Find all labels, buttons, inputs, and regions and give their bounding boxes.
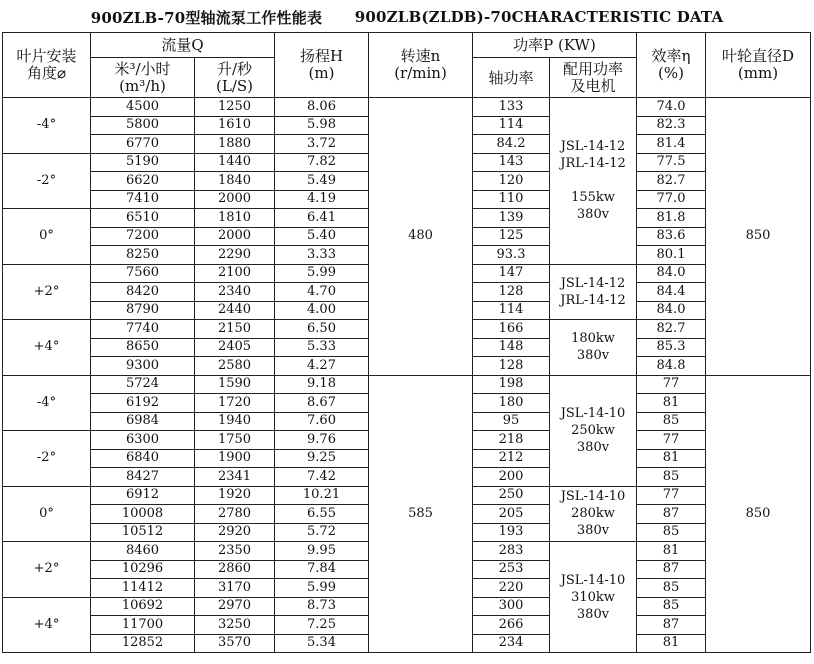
flow-ls-cell: 2405 <box>195 338 275 357</box>
shaft-power-cell: 84.2 <box>473 135 550 154</box>
flow-ls-cell: 2150 <box>195 320 275 339</box>
head-cell: 7.60 <box>275 412 369 431</box>
shaft-power-cell: 234 <box>473 634 550 653</box>
shaft-power-cell: 120 <box>473 172 550 191</box>
flow-m3h-cell: 10296 <box>91 560 195 579</box>
flow-ls-cell: 2340 <box>195 283 275 302</box>
efficiency-cell: 81 <box>637 449 706 468</box>
motor-cell <box>550 542 637 653</box>
shaft-power-cell: 166 <box>473 320 550 339</box>
flow-ls-cell: 1720 <box>195 394 275 413</box>
shaft-power-cell: 114 <box>473 116 550 135</box>
motor-line: JSL-14-10 <box>560 406 626 421</box>
motor-line: JSL-14-12 <box>560 139 626 155</box>
head-cell: 5.98 <box>275 116 369 135</box>
flow-m3h-cell: 11412 <box>91 579 195 598</box>
header-blade-angle: 叶片安装 角度⌀ <box>3 33 91 98</box>
header-efficiency: 效率η (%) <box>637 33 706 98</box>
efficiency-cell: 77 <box>637 486 706 505</box>
header-flow-ls: 升/秒 (L/S) <box>195 58 275 98</box>
header-shaft-power: 轴功率 <box>473 58 550 98</box>
head-cell: 5.72 <box>275 523 369 542</box>
motor-line <box>550 104 636 121</box>
efficiency-cell: 83.6 <box>637 227 706 246</box>
flow-ls-cell: 2290 <box>195 246 275 265</box>
flow-m3h-cell: 5800 <box>91 116 195 135</box>
flow-ls-cell: 1880 <box>195 135 275 154</box>
efficiency-cell: 82.7 <box>637 172 706 191</box>
table-row <box>3 98 811 117</box>
motor-line: 310kw <box>571 589 615 605</box>
efficiency-cell: 82.3 <box>637 116 706 135</box>
head-cell: 5.49 <box>275 172 369 191</box>
head-cell: 7.42 <box>275 468 369 487</box>
flow-ls-cell: 2970 <box>195 597 275 616</box>
flow-m3h-cell: 6770 <box>91 135 195 154</box>
efficiency-cell: 85 <box>637 468 706 487</box>
head-cell: 8.67 <box>275 394 369 413</box>
efficiency-cell: 87 <box>637 616 706 635</box>
shaft-power-cell: 125 <box>473 227 550 246</box>
motor-line: 380v <box>576 523 610 539</box>
shaft-power-cell: 148 <box>473 338 550 357</box>
motor-line: JSL-14-12 <box>560 275 626 291</box>
motor-line: 280kw <box>571 506 615 522</box>
flow-ls-cell: 1920 <box>195 486 275 505</box>
title-en: 900ZLB(ZLDB)-70CHARACTERISTIC DATA <box>354 8 724 26</box>
efficiency-cell: 84.8 <box>637 357 706 376</box>
head-cell: 10.21 <box>275 486 369 505</box>
header-motor: 配用功率 及电机 <box>550 58 637 98</box>
shaft-power-cell: 198 <box>473 375 550 394</box>
flow-m3h-cell: 8427 <box>91 468 195 487</box>
flow-m3h-cell: 6192 <box>91 394 195 413</box>
flow-m3h-cell: 12852 <box>91 634 195 653</box>
shaft-power-cell: 200 <box>473 468 550 487</box>
speed-cell: 585 <box>369 375 473 653</box>
table-row <box>3 375 811 394</box>
flow-ls-cell: 2100 <box>195 264 275 283</box>
header-flow-m3h: 米³/小时 (m³/h) <box>91 58 195 98</box>
flow-ls-cell: 2580 <box>195 357 275 376</box>
efficiency-cell: 85 <box>637 597 706 616</box>
flow-m3h-cell: 10512 <box>91 523 195 542</box>
head-cell: 5.99 <box>275 579 369 598</box>
header-power: 功率P (KW) <box>473 33 637 58</box>
efficiency-cell: 87 <box>637 560 706 579</box>
flow-ls-cell: 3570 <box>195 634 275 653</box>
flow-m3h-cell: 5190 <box>91 153 195 172</box>
flow-ls-cell: 2000 <box>195 227 275 246</box>
flow-ls-cell: 1610 <box>195 116 275 135</box>
head-cell: 3.72 <box>275 135 369 154</box>
impeller-diameter-cell: 850 <box>706 98 811 376</box>
motor-line: JRL-14-12 <box>560 292 626 308</box>
blade-angle-cell: +2° <box>3 542 91 598</box>
head-cell: 7.84 <box>275 560 369 579</box>
efficiency-cell: 82.7 <box>637 320 706 339</box>
flow-m3h-cell: 7560 <box>91 264 195 283</box>
shaft-power-cell: 266 <box>473 616 550 635</box>
head-cell: 4.70 <box>275 283 369 302</box>
blade-angle-cell: -2° <box>3 153 91 209</box>
head-cell: 6.55 <box>275 505 369 524</box>
shaft-power-cell: 218 <box>473 431 550 450</box>
flow-m3h-cell: 7740 <box>91 320 195 339</box>
shaft-power-cell: 128 <box>473 357 550 376</box>
flow-ls-cell: 1440 <box>195 153 275 172</box>
table-body <box>3 98 811 653</box>
efficiency-cell: 85 <box>637 412 706 431</box>
flow-ls-cell: 1590 <box>195 375 275 394</box>
efficiency-cell: 77 <box>637 375 706 394</box>
efficiency-cell: 80.1 <box>637 246 706 265</box>
shaft-power-cell: 283 <box>473 542 550 561</box>
efficiency-cell: 81 <box>637 634 706 653</box>
flow-ls-cell: 2920 <box>195 523 275 542</box>
head-cell: 7.82 <box>275 153 369 172</box>
efficiency-cell: 81 <box>637 542 706 561</box>
flow-ls-cell: 2860 <box>195 560 275 579</box>
efficiency-cell: 81.4 <box>637 135 706 154</box>
shaft-power-cell: 133 <box>473 98 550 117</box>
efficiency-cell: 84.0 <box>637 301 706 320</box>
motor-cell <box>550 375 637 486</box>
shaft-power-cell: 220 <box>473 579 550 598</box>
head-cell: 5.33 <box>275 338 369 357</box>
flow-m3h-cell: 6840 <box>91 449 195 468</box>
motor-cell <box>550 486 637 542</box>
speed-cell: 480 <box>369 98 473 376</box>
flow-ls-cell: 1810 <box>195 209 275 228</box>
characteristic-table <box>2 32 811 653</box>
flow-ls-cell: 1840 <box>195 172 275 191</box>
header-head: 扬程H (m) <box>275 33 369 98</box>
motor-line <box>550 172 636 189</box>
flow-ls-cell: 2440 <box>195 301 275 320</box>
motor-line <box>550 121 636 138</box>
efficiency-cell: 85.3 <box>637 338 706 357</box>
motor-cell <box>550 320 637 376</box>
head-cell: 9.76 <box>275 431 369 450</box>
flow-m3h-cell: 5724 <box>91 375 195 394</box>
shaft-power-cell: 212 <box>473 449 550 468</box>
blade-angle-cell: +2° <box>3 264 91 320</box>
head-cell: 4.27 <box>275 357 369 376</box>
motor-line <box>550 240 636 257</box>
head-cell: 8.06 <box>275 98 369 117</box>
efficiency-cell: 84.0 <box>637 264 706 283</box>
motor-line: 180kw <box>571 331 615 347</box>
flow-ls-cell: 2341 <box>195 468 275 487</box>
flow-m3h-cell: 6984 <box>91 412 195 431</box>
shaft-power-cell: 110 <box>473 190 550 209</box>
flow-ls-cell: 1750 <box>195 431 275 450</box>
flow-ls-cell: 1250 <box>195 98 275 117</box>
shaft-power-cell: 205 <box>473 505 550 524</box>
motor-line: 380v <box>576 348 610 364</box>
efficiency-cell: 77.5 <box>637 153 706 172</box>
flow-ls-cell: 2780 <box>195 505 275 524</box>
shaft-power-cell: 139 <box>473 209 550 228</box>
flow-m3h-cell: 8650 <box>91 338 195 357</box>
shaft-power-cell: 180 <box>473 394 550 413</box>
efficiency-cell: 84.4 <box>637 283 706 302</box>
flow-ls-cell: 2350 <box>195 542 275 561</box>
flow-ls-cell: 3170 <box>195 579 275 598</box>
shaft-power-cell: 128 <box>473 283 550 302</box>
flow-ls-cell: 1940 <box>195 412 275 431</box>
efficiency-cell: 85 <box>637 523 706 542</box>
title-cn: 900ZLB-70型轴流泵工作性能表 <box>90 8 323 27</box>
motor-line: 155kw <box>571 190 615 206</box>
head-cell: 6.41 <box>275 209 369 228</box>
efficiency-cell: 81 <box>637 394 706 413</box>
flow-m3h-cell: 6620 <box>91 172 195 191</box>
blade-angle-cell: +4° <box>3 597 91 653</box>
header-impeller-diameter: 叶轮直径D (mm) <box>706 33 811 98</box>
motor-line <box>550 223 636 240</box>
motor-line: JRL-14-12 <box>560 156 626 172</box>
head-cell: 7.25 <box>275 616 369 635</box>
flow-ls-cell: 3250 <box>195 616 275 635</box>
head-cell: 8.73 <box>275 597 369 616</box>
flow-m3h-cell: 10692 <box>91 597 195 616</box>
efficiency-cell: 74.0 <box>637 98 706 117</box>
flow-m3h-cell: 6510 <box>91 209 195 228</box>
head-cell: 9.95 <box>275 542 369 561</box>
blade-angle-cell: -2° <box>3 431 91 487</box>
shaft-power-cell: 300 <box>473 597 550 616</box>
flow-m3h-cell: 4500 <box>91 98 195 117</box>
motor-line: 380v <box>576 606 610 622</box>
shaft-power-cell: 250 <box>473 486 550 505</box>
efficiency-cell: 77 <box>637 431 706 450</box>
flow-m3h-cell: 8250 <box>91 246 195 265</box>
flow-m3h-cell: 9300 <box>91 357 195 376</box>
blade-angle-cell: -4° <box>3 375 91 431</box>
motor-line: JSL-14-10 <box>560 489 626 505</box>
head-cell: 4.19 <box>275 190 369 209</box>
shaft-power-cell: 147 <box>473 264 550 283</box>
shaft-power-cell: 193 <box>473 523 550 542</box>
efficiency-cell: 87 <box>637 505 706 524</box>
shaft-power-cell: 253 <box>473 560 550 579</box>
flow-m3h-cell: 7200 <box>91 227 195 246</box>
flow-m3h-cell: 10008 <box>91 505 195 524</box>
impeller-diameter-cell: 850 <box>706 375 811 653</box>
motor-cell <box>550 264 637 320</box>
head-cell: 6.50 <box>275 320 369 339</box>
document-title <box>0 4 814 30</box>
shaft-power-cell: 143 <box>473 153 550 172</box>
shaft-power-cell: 95 <box>473 412 550 431</box>
flow-m3h-cell: 8790 <box>91 301 195 320</box>
header-flow: 流量Q <box>91 33 275 58</box>
efficiency-cell: 77.0 <box>637 190 706 209</box>
flow-m3h-cell: 7410 <box>91 190 195 209</box>
flow-m3h-cell: 8420 <box>91 283 195 302</box>
head-cell: 5.34 <box>275 634 369 653</box>
head-cell: 9.25 <box>275 449 369 468</box>
flow-ls-cell: 1900 <box>195 449 275 468</box>
shaft-power-cell: 93.3 <box>473 246 550 265</box>
flow-m3h-cell: 8460 <box>91 542 195 561</box>
motor-cell <box>550 98 637 265</box>
motor-line: JSL-14-10 <box>560 572 626 588</box>
blade-angle-cell: 0° <box>3 209 91 265</box>
head-cell: 5.99 <box>275 264 369 283</box>
head-cell: 4.00 <box>275 301 369 320</box>
flow-ls-cell: 2000 <box>195 190 275 209</box>
efficiency-cell: 85 <box>637 579 706 598</box>
flow-m3h-cell: 6300 <box>91 431 195 450</box>
blade-angle-cell: +4° <box>3 320 91 376</box>
flow-m3h-cell: 11700 <box>91 616 195 635</box>
motor-line: 380v <box>576 440 610 455</box>
head-cell: 9.18 <box>275 375 369 394</box>
efficiency-cell: 81.8 <box>637 209 706 228</box>
blade-angle-cell: -4° <box>3 98 91 154</box>
motor-line: 250kw <box>571 423 615 438</box>
motor-line: 380v <box>576 207 610 223</box>
shaft-power-cell: 114 <box>473 301 550 320</box>
header-speed: 转速n (r/min) <box>369 33 473 98</box>
flow-m3h-cell: 6912 <box>91 486 195 505</box>
head-cell: 5.40 <box>275 227 369 246</box>
head-cell: 3.33 <box>275 246 369 265</box>
blade-angle-cell: 0° <box>3 486 91 542</box>
